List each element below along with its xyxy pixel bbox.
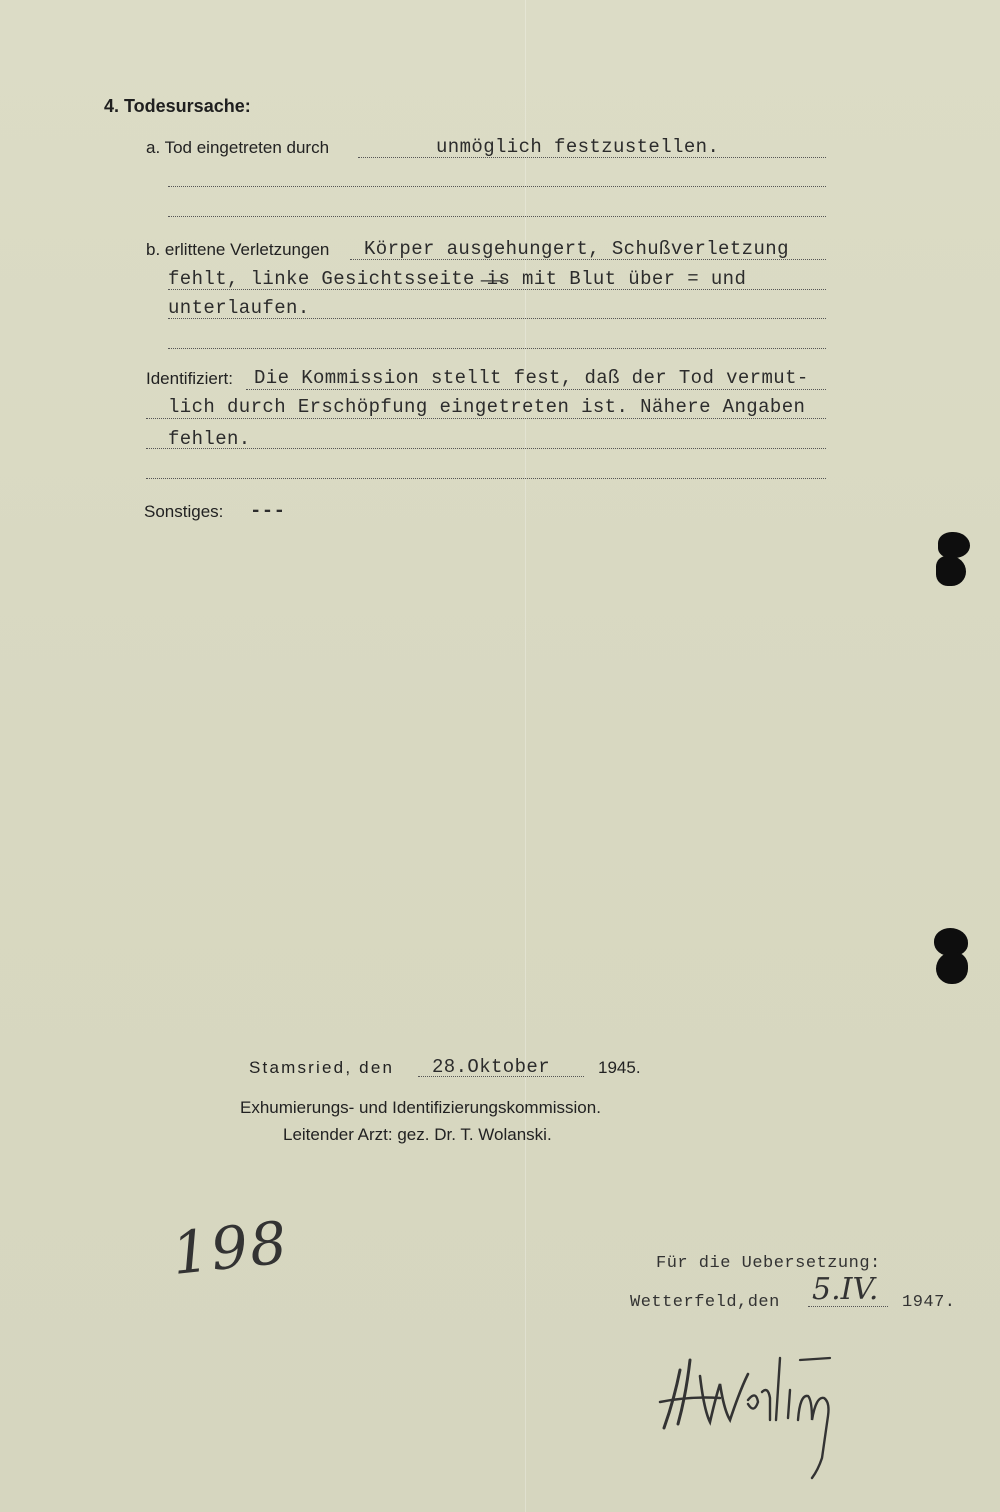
fold-line	[525, 0, 526, 1512]
date-year: 1945.	[598, 1058, 641, 1077]
punch-hole	[938, 532, 970, 558]
other-label: Sonstiges:	[144, 502, 224, 521]
dotted-line	[168, 186, 826, 187]
death-occurred-value: unmöglich festzustellen.	[436, 136, 720, 158]
death-occurred-label: a. Tod eingetreten durch	[146, 138, 330, 157]
dotted-line	[350, 259, 826, 260]
cause-of-death-heading: 4. Todesursache:	[104, 96, 251, 116]
dotted-line	[146, 448, 826, 449]
place-date-prefix: Stamsried, den	[249, 1058, 395, 1077]
identified-line-3: fehlen.	[168, 428, 251, 450]
translation-note-place: Wetterfeld,den	[630, 1293, 780, 1312]
translation-note-year: 1947.	[902, 1293, 956, 1312]
translator-signature	[650, 1340, 850, 1480]
identified-label: Identifiziert:	[146, 369, 233, 388]
handwritten-number: 198	[168, 1208, 292, 1288]
injuries-label: b. erlittene Verletzungen	[146, 240, 330, 259]
dotted-line	[146, 418, 826, 419]
lead-doctor: Leitender Arzt: gez. Dr. T. Wolanski.	[283, 1125, 552, 1144]
translation-note-line-1: Für die Uebersetzung:	[656, 1254, 881, 1273]
dotted-line	[168, 216, 826, 217]
dotted-line	[146, 478, 826, 479]
dotted-line	[246, 389, 826, 390]
date-value: 28.Oktober	[432, 1056, 551, 1078]
identified-line-1: Die Kommission stellt fest, daß der Tod vermut-	[254, 367, 809, 389]
translation-note-date: 5.IV.	[812, 1272, 879, 1307]
injuries-line-3: unterlaufen.	[168, 297, 310, 319]
dotted-line	[808, 1306, 888, 1307]
dotted-line	[168, 318, 826, 319]
dotted-line	[168, 289, 826, 290]
dotted-line	[418, 1076, 584, 1077]
commission-name: Exhumierungs- und Identifizierungskommission.	[240, 1098, 601, 1117]
punch-hole	[936, 952, 968, 984]
injuries-line-1: Körper ausgehungert, Schußverletzung	[364, 238, 789, 260]
injuries-line-2: fehlt, linke Gesichtsseite ̶i̶s mit Blut über = und	[168, 268, 747, 290]
other-value: ---	[250, 500, 286, 522]
identified-line-2: lich durch Erschöpfung eingetreten ist. Nähere Angaben	[168, 396, 806, 418]
punch-hole	[936, 556, 966, 586]
dotted-line	[168, 348, 826, 349]
